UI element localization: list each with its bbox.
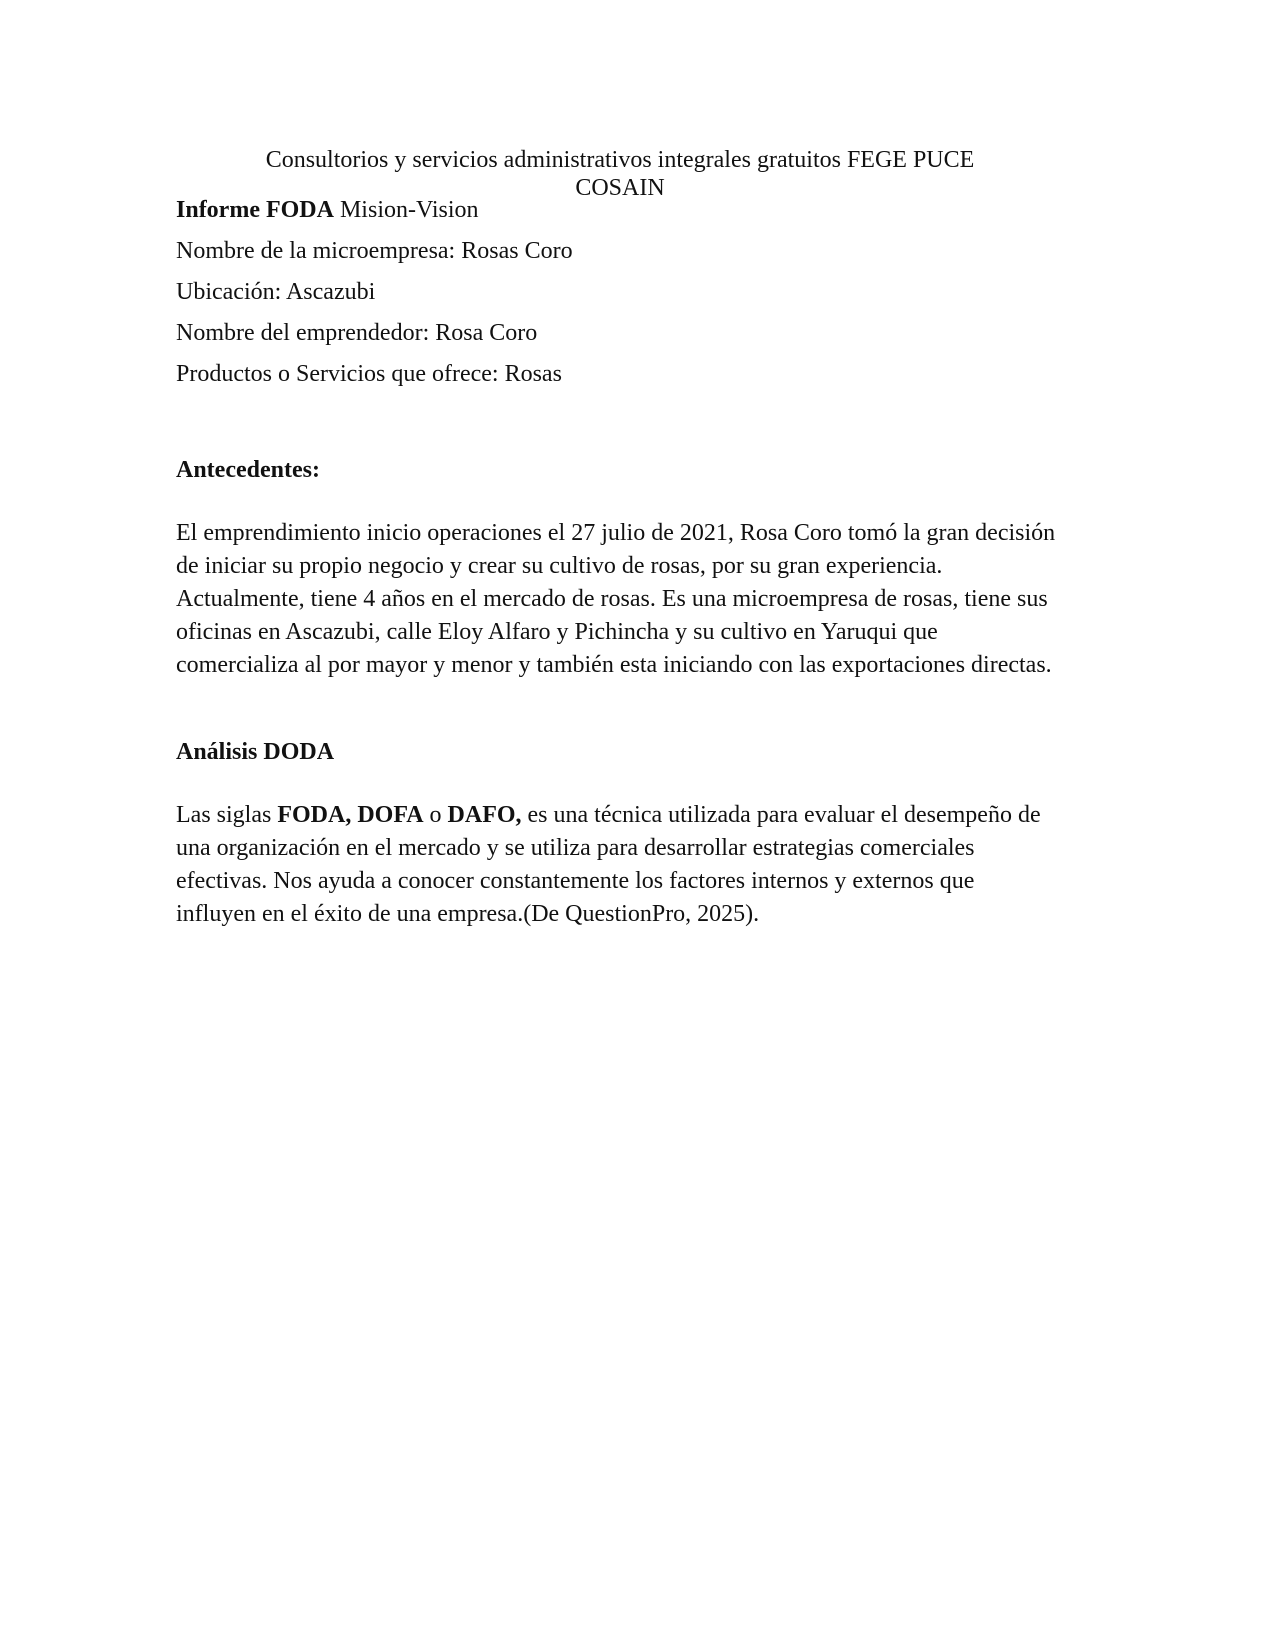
antecedentes-line: de iniciar su propio negocio y crear su cultivo de rosas, por su gran experiencia. [176, 553, 943, 579]
analisis-text: Las siglas [176, 802, 278, 828]
analisis-line-2: una organización en el mercado y se utiliza para desarrollar estrategias comerciales [176, 835, 975, 861]
analisis-text: o [423, 802, 448, 828]
info-productos: Productos o Servicios que ofrece: Rosas [176, 361, 562, 387]
analisis-acronyms-bold: FODA, DOFA [277, 802, 424, 828]
analisis-acronym-bold: DAFO, [447, 802, 522, 828]
report-title-bold: Informe FODA [176, 197, 334, 223]
report-title-rest: Mision-Vision [333, 197, 479, 223]
analisis-text: es una técnica utilizada para evaluar el desempeño de [521, 802, 1041, 828]
antecedentes-paragraph [176, 517, 1096, 682]
analisis-line-4: influyen en el éxito de una empresa.(De QuestionPro, 2025). [176, 901, 760, 927]
header-line-1: Consultorios y servicios administrativos integrales gratuitos FEGE PUCE [265, 147, 975, 173]
document-header [200, 146, 1040, 202]
analisis-paragraph [176, 799, 1096, 931]
header-line-2: COSAIN [575, 175, 665, 201]
info-ubicacion: Ubicación: Ascazubi [176, 279, 376, 305]
analisis-line-3: efectivas. Nos ayuda a conocer constantemente los factores internos y externos que [176, 868, 975, 894]
report-title [176, 196, 479, 224]
antecedentes-line: Actualmente, tiene 4 años en el mercado de rosas. Es una microempresa de rosas, tiene sus [176, 586, 1048, 612]
antecedentes-line: comercializa al por mayor y menor y también esta iniciando con las exportaciones directas. [176, 652, 1052, 678]
antecedentes-heading: Antecedentes: [176, 457, 320, 483]
antecedentes-line: oficinas en Ascazubi, calle Eloy Alfaro y Pichincha y su cultivo en Yaruqui que [176, 619, 938, 645]
info-emprendedor: Nombre del emprendedor: Rosa Coro [176, 320, 538, 346]
antecedentes-line: El emprendimiento inicio operaciones el 27 julio de 2021, Rosa Coro tomó la gran decisión [176, 520, 1056, 546]
analisis-line-1 [176, 799, 1096, 832]
analisis-heading: Análisis DODA [176, 739, 335, 765]
info-microempresa: Nombre de la microempresa: Rosas Coro [176, 238, 573, 264]
